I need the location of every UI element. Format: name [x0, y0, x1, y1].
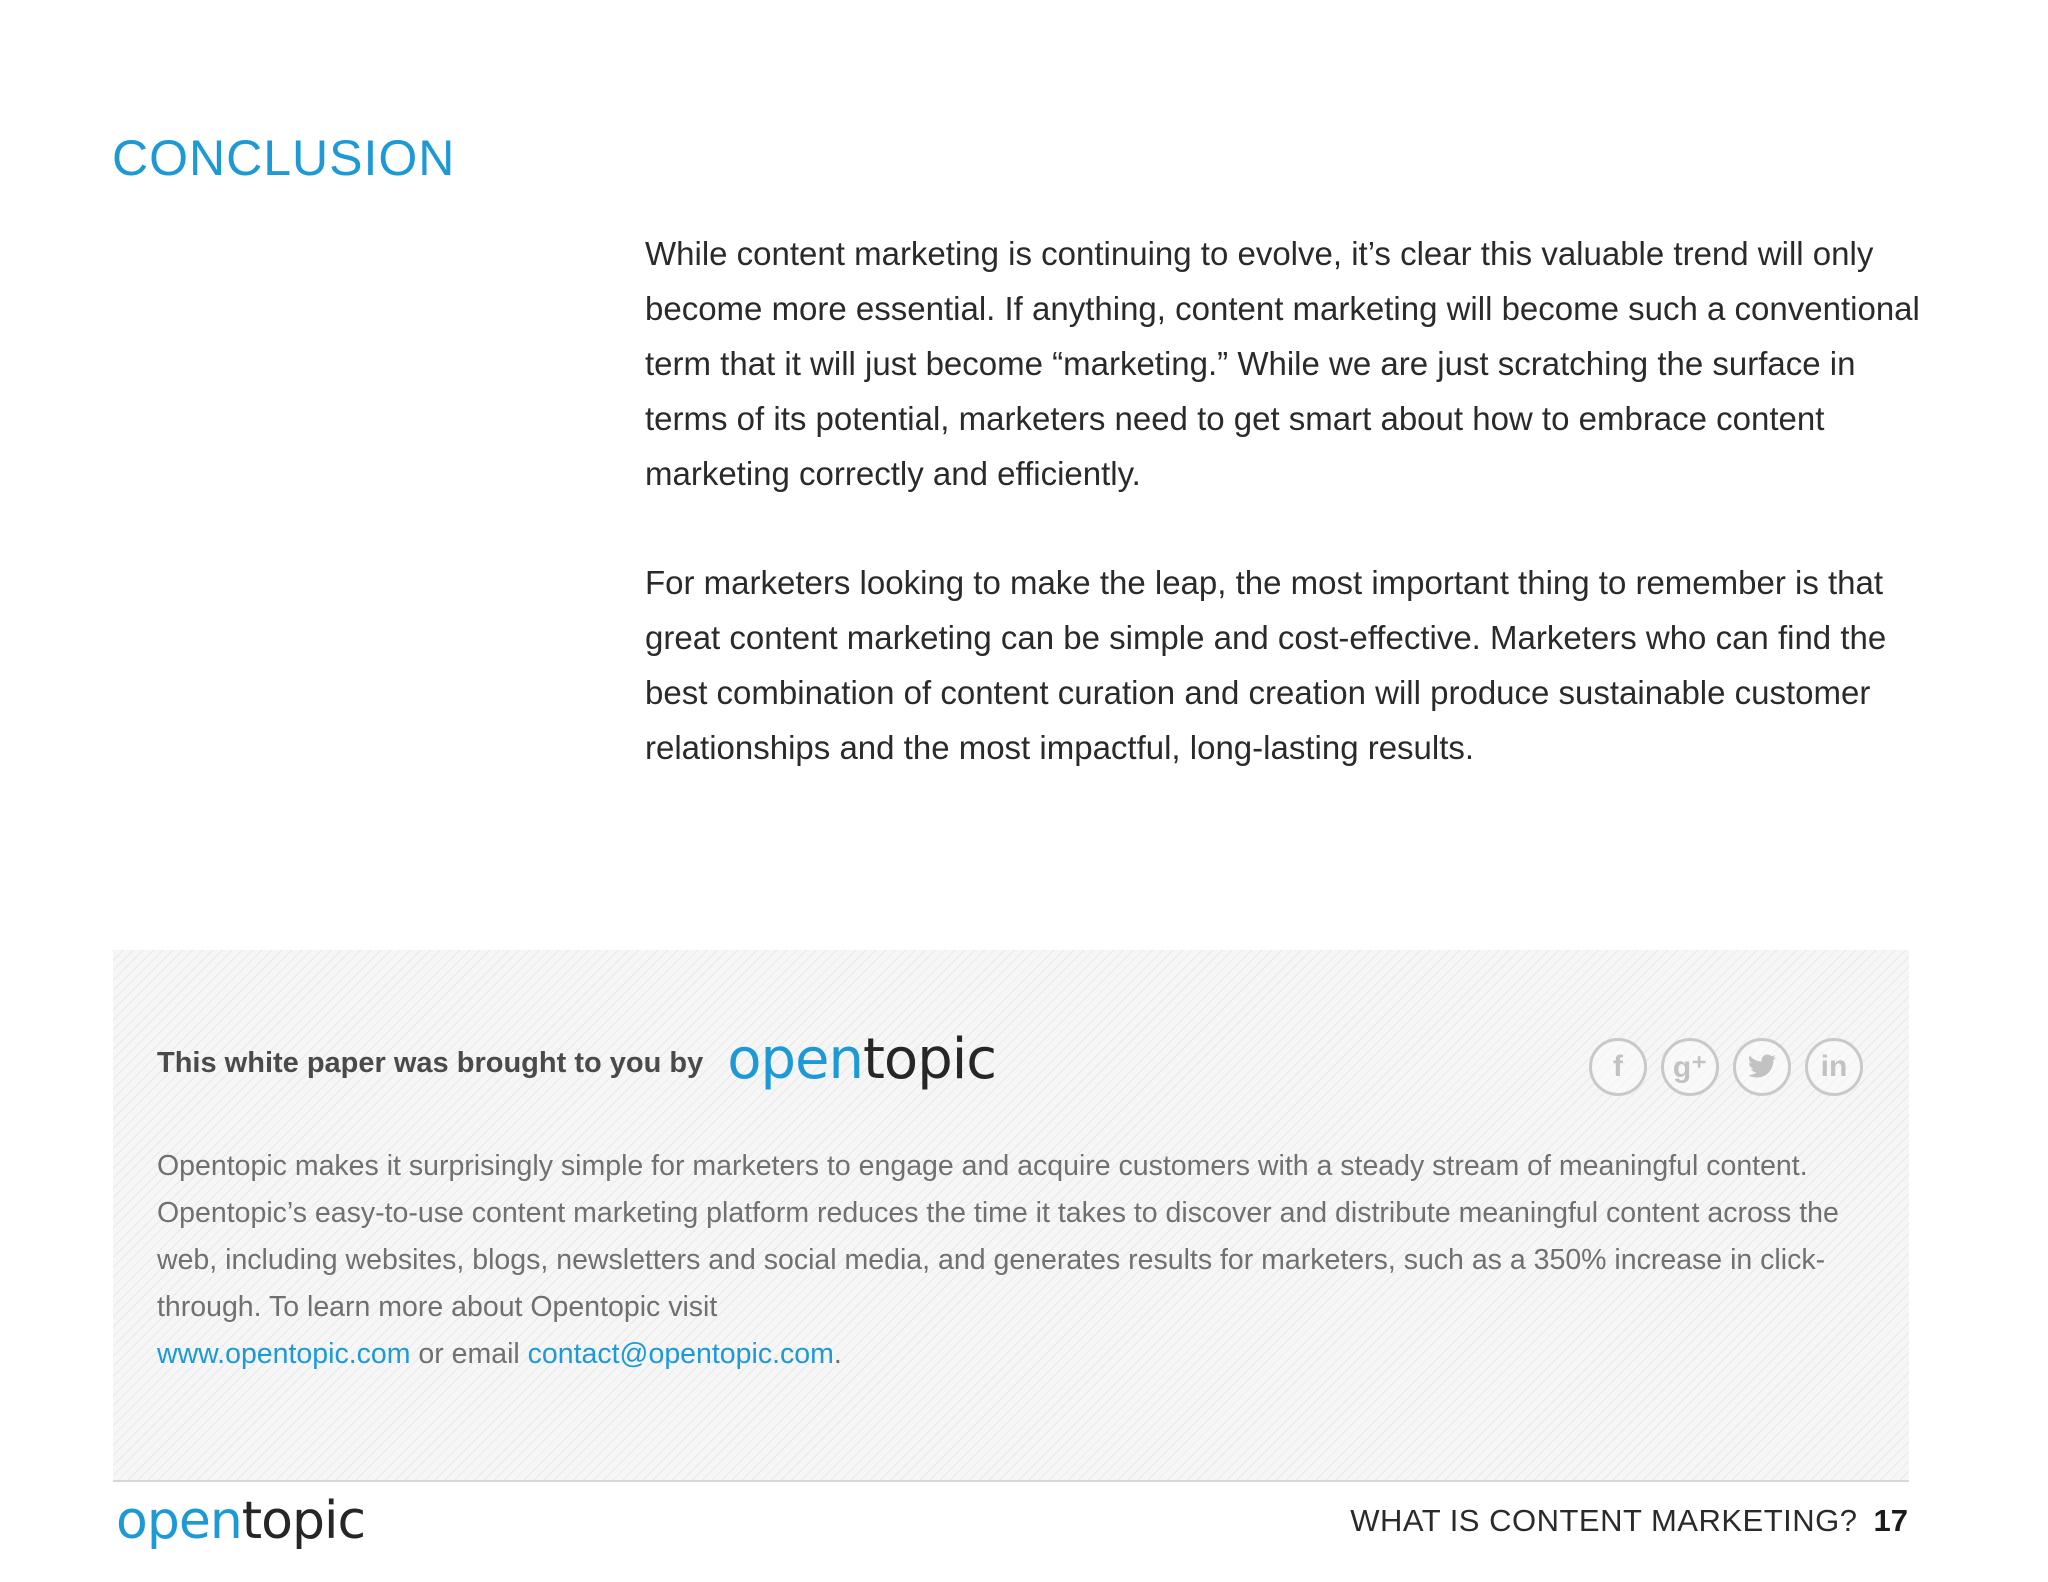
about-box — [113, 950, 1909, 1480]
linkedin-icon[interactable]: in — [1805, 1038, 1863, 1096]
website-link[interactable]: www.opentopic.com — [157, 1338, 411, 1370]
footer-logo — [116, 1486, 365, 1556]
logo-topic-text: topic — [862, 1026, 997, 1092]
google-plus-icon[interactable]: g⁺ — [1661, 1038, 1719, 1096]
page-title: CONCLUSION — [112, 130, 456, 186]
or-email-text: or email — [410, 1338, 528, 1370]
social-icons — [1589, 1038, 1863, 1096]
conclusion-paragraph-1: While content marketing is continuing to evolve, it’s clear this valuable trend will only become more essential. If anything, content marketing will become such a conventional term that it will just become “marketing.” While we are just scratching the surface in terms of its potential, marketers need to get smart about how to embrace content marketing correctly and efficiently. — [645, 235, 1920, 492]
email-link[interactable]: contact@opentopic.com — [527, 1338, 834, 1370]
about-description-text: Opentopic makes it surprisingly simple for marketers to engage and acquire customers with a steady stream of meaningful content. Opentopic’s easy-to-use content marketing platform reduces the time it takes to discover and distribute meaningful content across the web, including websites, blogs, newsletters and social media, and generates results for marketers, such as a 350% increase in click-through. To learn more about Opentopic visit — [157, 1150, 1839, 1323]
footer-doc-title: WHAT IS CONTENT MARKETING? — [1350, 1503, 1858, 1538]
footer-logo-open-text: open — [116, 1491, 242, 1551]
opentopic-logo — [727, 1027, 996, 1092]
end-punctuation: . — [833, 1338, 842, 1370]
twitter-bird-shape — [1747, 1054, 1777, 1080]
logo-open-text: open — [727, 1026, 863, 1092]
page-number: 17 — [1873, 1503, 1908, 1538]
conclusion-paragraph-2: For marketers looking to make the leap, the most important thing to remember is that great content marketing can be simple and cost-effective. Marketers who can find the best combination of content curation and creation will produce sustainable customer relationships and the most impactful, long-lasting results. — [645, 564, 1887, 766]
footer-divider — [113, 1480, 1909, 1482]
about-header — [157, 1028, 996, 1098]
about-description — [157, 1143, 1897, 1378]
twitter-icon[interactable] — [1733, 1038, 1791, 1096]
about-lead-text: This white paper was brought to you by — [157, 1046, 704, 1079]
footer-right — [1350, 1503, 1908, 1539]
conclusion-body — [645, 226, 1935, 775]
facebook-icon[interactable]: f — [1589, 1038, 1647, 1096]
footer-logo-topic-text: topic — [241, 1491, 366, 1551]
